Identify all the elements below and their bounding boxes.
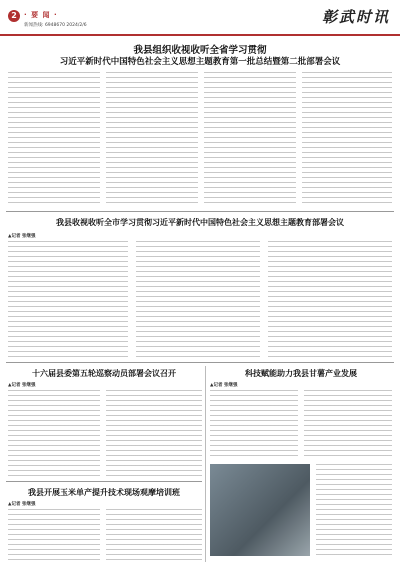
article1-subhead: 习近平新时代中国特色社会主义思想主题教育第一批总结暨第二批部署会议 [59,57,341,67]
article5-byline: ▲记者 张继强 [8,502,36,507]
masthead-logo: 彰武时讯 [321,8,390,26]
article2-byline: ▲记者 张继强 [8,234,36,239]
edition-info: 新闻热线: 6948670 2024/2/6 [24,23,87,28]
article3-byline: ▲记者 张继强 [8,383,36,388]
article5-column-2 [106,509,202,561]
article1-column-3 [204,72,296,207]
article4-byline: ▲记者 张继强 [210,383,238,388]
divider [6,481,202,482]
article2-headline: 我县收视收听全市学习贯彻习近平新时代中国特色社会主义思想主题教育部署会议 [56,217,344,227]
article3-headline: 十六届县委第五轮巡察动员部署会议召开 [32,368,176,378]
article4-column-1 [210,390,298,460]
section-label: · 要 闻 · [24,11,58,19]
page-number: 2 [8,10,20,22]
article2-column-2 [136,241,260,357]
article5-headline: 我县开展玉米单产提升技术现场观摩培训班 [28,487,180,497]
divider [6,362,394,363]
article3-column-1 [8,390,100,476]
column-divider [205,366,206,562]
divider [6,211,394,212]
article4-column-3 [316,464,392,556]
article1-column-4 [302,72,392,207]
sweet-potato-photo [210,464,310,556]
article5-column-1 [8,509,100,561]
page-header [0,0,400,36]
article3-column-2 [106,390,202,476]
article4-column-2 [304,390,392,460]
article1-headline: 我县组织收视收听全省学习贯彻 [133,45,267,56]
article4-headline: 科技赋能助力我县甘薯产业发展 [245,368,357,378]
article1-column-2 [106,72,198,207]
article1-column-1 [8,72,100,207]
article2-column-3 [268,241,392,357]
article2-column-1 [8,241,128,357]
